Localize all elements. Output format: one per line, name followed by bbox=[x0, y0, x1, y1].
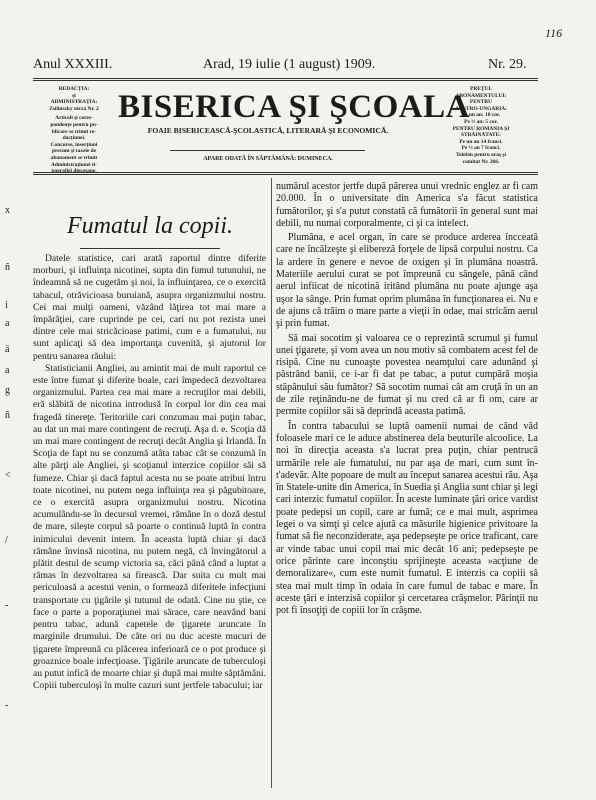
margin-mark: ñ bbox=[5, 262, 10, 273]
paragraph: Să mai socotim şi valoarea ce o reprezintă scrumul şi fumul unei ţigarete, şi vom avea un nou motiv să combatem acest fel de risipă. Cine nu cunoaşte povestea neamţului care adunând şi păstrând banii, ce i-ar fi dat pe tabac, a putut cumpără moşia stăpânului său fumător? Să socotim numai cât am cruţă în un an de zile reţinându-ne de fumat şi nu cred că ar fi om, care ar permite copiilor săi să deprindă aceasta patimă. bbox=[276, 332, 538, 418]
subscription-box bbox=[425, 86, 537, 165]
page-number: 116 bbox=[545, 26, 563, 40]
title-rule bbox=[80, 248, 220, 249]
header-rule-top-2 bbox=[33, 80, 538, 81]
box-line: REDACŢIA: bbox=[58, 86, 90, 92]
masthead-rule-bottom bbox=[33, 172, 538, 173]
margin-mark: a bbox=[5, 318, 10, 329]
margin-mark: ñ bbox=[5, 410, 10, 421]
margin-mark: i bbox=[5, 300, 8, 311]
column-divider bbox=[271, 178, 272, 788]
margin-mark: g bbox=[5, 385, 10, 396]
box-line: Pe ½ an: 5 cor. bbox=[464, 118, 498, 125]
box-line: comitat Nr. 266. bbox=[462, 158, 500, 165]
box-line: dacţiunei. bbox=[62, 135, 86, 142]
masthead-title: BISERICA ŞI ŞCOALA bbox=[118, 89, 470, 125]
box-line: Concurse, inserţiuni bbox=[50, 141, 98, 148]
box-line: blicare se trimit re- bbox=[51, 128, 97, 135]
box-line: ADMINISTRAŢIA: bbox=[50, 99, 98, 106]
margin-mark: ä bbox=[5, 344, 10, 355]
masthead-subtitle: FOAIE BISERICEASCĂ-ŞCOLASTICĂ, LITERARĂ ŞI ECONOMICĂ. bbox=[147, 126, 389, 135]
margin-mark: - bbox=[5, 600, 9, 611]
article-title: Fumatul la copii. bbox=[67, 213, 233, 239]
margin-mark: x bbox=[5, 205, 10, 216]
margin-mark: - bbox=[5, 700, 9, 711]
box-line: STRĂINĂTATE: bbox=[461, 132, 501, 139]
article-column-left bbox=[33, 253, 266, 793]
box-line: pondenţe pentru pu- bbox=[50, 121, 98, 128]
masthead-rule bbox=[170, 150, 365, 151]
place-date: Arad, 19 iulie (1 august) 1909. bbox=[203, 57, 376, 72]
box-line: Telefon pentru oraş şi bbox=[456, 151, 506, 158]
box-line: precum şi taxele de bbox=[51, 148, 97, 155]
paragraph: Plumâna, e acel organ, în care se produce arderea încceată care ne încălzeşte şi elibereză forţele de lipsă corpului nostru. Ca la ardere în genere e nevoe de oxigen şi în plumâna noastră. Materiile aerului curat se pot împreună cu sângele, până când aerul infiicat de nicotină iritând plumâna nu poate ajunge aşa uşor la sânge. Prin fumat oprim plumâna în funcţionarea ei. Nu e de ajuns că trăim o mare parte a vieţii în odae, mai stricăm aerul şi prin fumat. bbox=[276, 232, 538, 330]
paragraph: Statisticianii Angliei, au amintit mai de mult raportul ce este între fumat şi diferite boale, cari împedecă dezvoltarea organizmului. Partea cea mai mare a recruţilor mai debili, eră slăbită de nicotina introdusă în corpul lor din cea mai fragedă tinereţe. Teritoriile cari conzumau mai puţin tabac, au dat un mai mare contingent de recruţi. Aşa d. e. Scoţia dă un mai mare contingent de recruţi decât Anglia şi Irlandă. În Scoţia de fapt nu se conzumă atâta tabac cât se conzumă în alte părţi ale Angliei, şi scoţianul interzice copiilor săi să fumeze. Chiar şi dacă faptul acesta nu se poate atribui întru toate nicotinei, nu putem nega influinţa rea şi păgubitoare, ce o exercită asupra organizmului nostru. Nicotina acumulându-se în decursul vremei, rămâne în o doză destul de mare, silește corpul să poarte o continuă luptă în contra inimicului devenit intern. În aceasta luptă chiar şi dacă rămâne învinsă nicotina, nu putem negă, că învingătorul a plătit destul de scump victoria sa, căci până când a luptat a rămas în dezvoltarea sa firească. Dar suita cu mult mai periculoasă a acestui venin, o formează diferitele infecţiuni transportate cu ţigările şi tutunul de odată. Cine nu ştie, ce face o parte a poporaţiunei mai sărace, care neavând bani pentru tabac, adună capetele de ţigarete aruncate în marginile drumului. De câte ori nu duc aceste mucuri de ţigarete împreună cu plăcerea inferioară ce o pot produce şi groaznice boale infecţioase. Ţigările aruncate de tuberculoşi au putut infică de moarte chiar şi după mai multe săptămâni. Copiii tuberculoşi în multe cazuri sunt jertfele tabacului; iar bbox=[33, 362, 266, 692]
box-line: PENTRU bbox=[469, 99, 493, 106]
box-line: ABONAMENTULUI: bbox=[455, 92, 507, 99]
header-line bbox=[33, 57, 538, 73]
masthead-rule-bottom-2 bbox=[33, 174, 538, 175]
masthead-tagline: APARE ODATĂ ÎN SĂPTĂMÂNĂ: DUMINECA. bbox=[203, 156, 333, 162]
volume-label: Anul XXXIII. bbox=[33, 57, 113, 72]
box-line: PENTRU ROMÂNIA ŞI bbox=[452, 125, 510, 132]
box-line: Zsilinszky utcza Nr. 2 bbox=[49, 105, 99, 112]
box-line: pografiei diecesane. bbox=[51, 168, 97, 175]
article-column-right bbox=[276, 181, 538, 789]
margin-mark: a bbox=[5, 365, 10, 376]
box-line: şi bbox=[72, 92, 76, 99]
box-line: PREŢUL bbox=[470, 86, 492, 92]
box-line: abonament se trimit bbox=[50, 154, 98, 161]
editorial-box bbox=[33, 86, 115, 175]
box-line: Administraţiunei ti- bbox=[51, 161, 97, 168]
paragraph: Datele statistice, cari arată raportul dintre diferite morburi, şi influinţa nicotinei, supta din fumul tutunului, ne îndeamnă să ne cugetăm şi noi, la influinţarea, ce o exercită tabacul, otrăvicioasa buruiană, asupra organizmului nostru. Cei mai mulţi oameni, văzând lăţirea tot mai mare a împărăţiei, care cuprinde pe cei, cari nu pot rezista unei dintre cele mai stricăcioase patimi, cum e a fumatului, nu sunt aplicaţi să dea importanţa cuvenită, şi ajutorul lor pentru sanarea răului: bbox=[33, 253, 266, 362]
box-line: Articoli şi cores- bbox=[55, 115, 93, 122]
issue-number: Nr. 29. bbox=[488, 57, 527, 72]
paragraph: În contra tabacului se luptă oamenii numai de când văd foloasele mari ce le aduce abstinerea dela beuturile alcoolice. La noi în direcţia aceasta s'a lucrat prea puţin, chiar pentrucă urmările rele ale fumatului, nu par aşa de mari, cum sunt înt'adevăr. Alte popoare de mult au început sanarea acestui rău. Aşa în Statele-unite din America, în Suedia şi Anglia sunt chiar şi legi cari interzic fumatul copiilor. În aceste luminate ţări orice vardist poate pedepsi un copil, care ar fumă; ce e mai mult, asprimea legei o va simţi şi celce ajută ca măsurile higienice privitoare la fumat să fie neconziderate, aşa pedepseşte pe orice traficant, care ar vinde tabac unui copil mai mic decât 16 ani; pedepseşte pe orice părinte care inconştiu sprijineşte aceasta »acţiune de demoralizare«, cum este numit fumatul. E interzis ca copiii să stea mai mult timp în odaia în care fumul de tabac e mare. În aceste ţări e interzisă copiilor şi cercetarea crâşmelor. Părinţii nu pot fi însoţiţi de copiii lor în crâşme. bbox=[276, 420, 538, 617]
margin-mark: < bbox=[5, 470, 11, 481]
margin-mark: / bbox=[5, 535, 8, 546]
paragraph: numărul acestor jertfe după părerea unui vrednic englez ar fi cam 20.000. În o universitate din America s'a făcut statistica fumătorilor, şi s'a putut constată că fumătorii în general sunt mai debili, nu numai corporalmente, ci şi ca intelect. bbox=[276, 181, 538, 229]
box-line: Pe un an 14 franci. bbox=[459, 138, 503, 145]
header-rule-top bbox=[33, 78, 538, 79]
box-line: AUSTRO-UNGARIA: bbox=[455, 105, 507, 112]
box-line: Pe un an: 10 cor. bbox=[461, 112, 501, 119]
box-line: Pe ½ an 7 franci. bbox=[461, 145, 501, 152]
